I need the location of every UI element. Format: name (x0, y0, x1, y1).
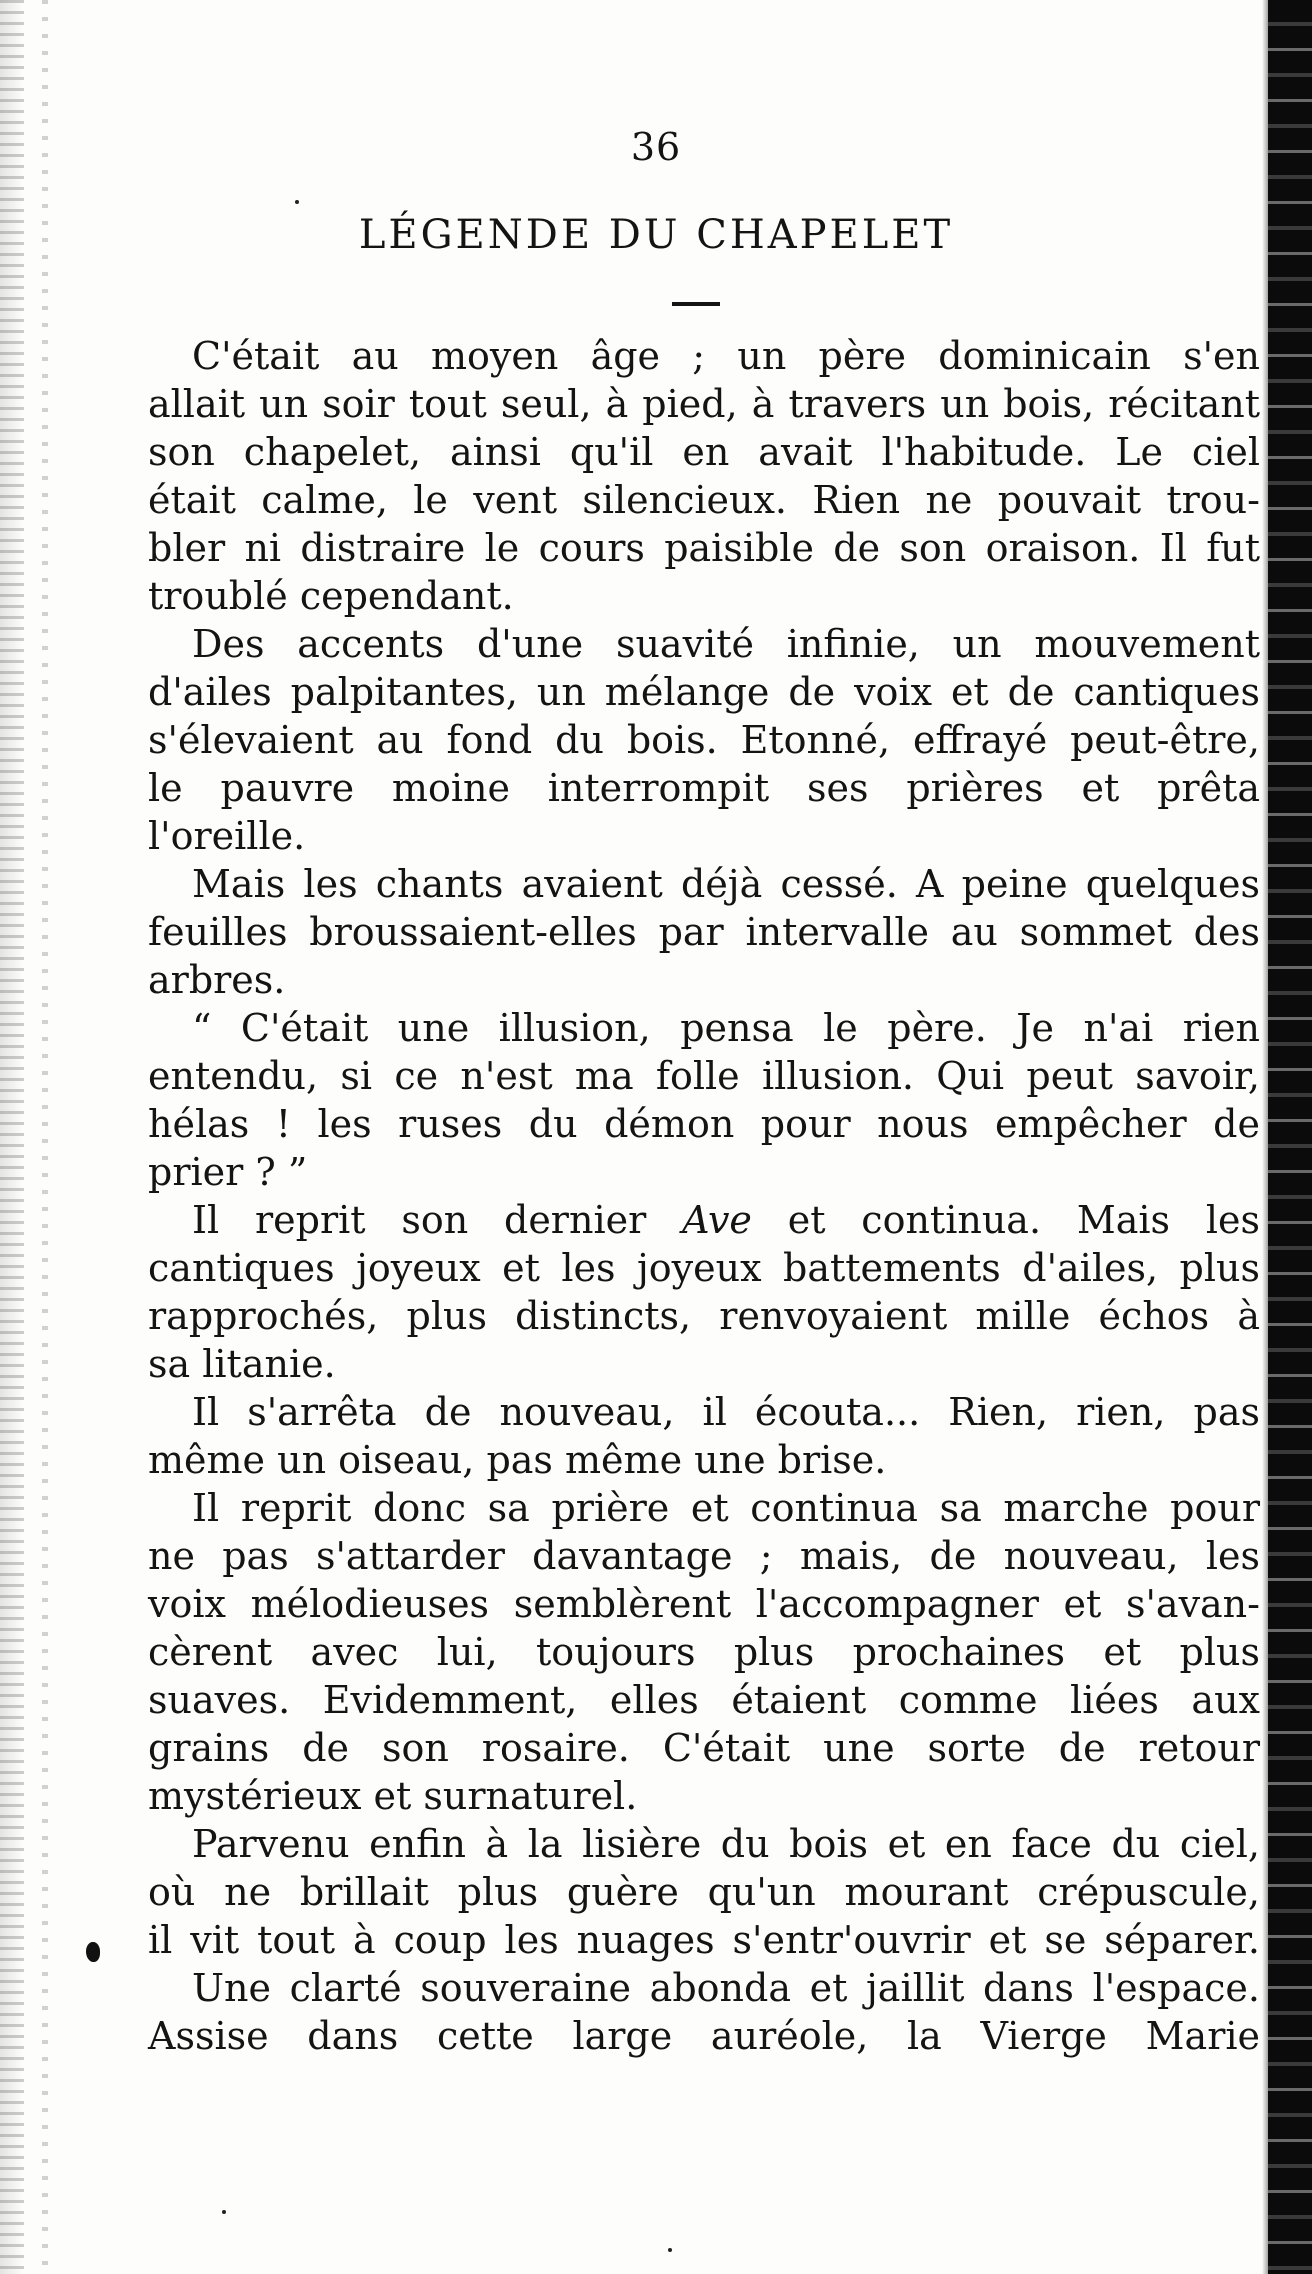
text-line: Mais les chants avaient déjà cessé. A peine quelques (192, 862, 1260, 906)
binding-shadow-left-inner (42, 0, 48, 2274)
text-line: Il reprit son dernier Ave et continua. Mais les (192, 1198, 1260, 1242)
ink-blot (86, 1942, 100, 1962)
text-line: était calme, le vent silencieux. Rien ne pouvait trou- (148, 478, 1260, 522)
text-line: Parvenu enfin à la lisière du bois et en face du ciel, (192, 1822, 1260, 1866)
text-line: grains de son rosaire. C'était une sorte de retour (148, 1726, 1260, 1770)
text-line: le pauvre moine interrompit ses prières et prêta (148, 766, 1260, 810)
text-line: Des accents d'une suavité infinie, un mouvement (192, 622, 1260, 666)
text-line: s'élevaient au fond du bois. Etonné, effrayé peut-être, (148, 718, 1260, 762)
binding-shadow-left (0, 0, 24, 2274)
text-line: feuilles broussaient-elles par intervalle au sommet des (148, 910, 1260, 954)
page-number: 36 (630, 125, 682, 169)
title-rule (672, 302, 720, 306)
ink-speck (222, 2210, 226, 2214)
text-line: cantiques joyeux et les joyeux battements d'ailes, plus (148, 1246, 1260, 1290)
text-line: sa litanie. (148, 1342, 336, 1386)
text-line: Il reprit donc sa prière et continua sa marche pour (192, 1486, 1260, 1530)
ink-speck (668, 2248, 672, 2252)
text-line: l'oreille. (148, 814, 306, 858)
text-line: cèrent avec lui, toujours plus prochaines et plus (148, 1630, 1260, 1674)
text-line: prier ? ” (148, 1150, 308, 1194)
binding-edge-right (1268, 0, 1312, 2274)
text-line: mystérieux et surnaturel. (148, 1774, 638, 1818)
text-line: C'était au moyen âge ; un père dominicain s'en (192, 334, 1260, 378)
text-line: allait un soir tout seul, à pied, à travers un bois, récitant (148, 382, 1260, 426)
chapter-title: LÉGENDE DU CHAPELET (358, 212, 954, 258)
text-line: ne pas s'attarder davantage ; mais, de nouveau, les (148, 1534, 1260, 1578)
text-line: troublé cependant. (148, 574, 514, 618)
text-line: voix mélodieuses semblèrent l'accompagner et s'avan- (148, 1582, 1260, 1626)
text-line: suaves. Evidemment, elles étaient comme liées aux (148, 1678, 1260, 1722)
text-line: bler ni distraire le cours paisible de son oraison. Il fut (148, 526, 1260, 570)
text-line: arbres. (148, 958, 286, 1002)
text-line: d'ailes palpitantes, un mélange de voix et de cantiques (148, 670, 1260, 714)
text-line: “ C'était une illusion, pensa le père. Je n'ai rien (192, 1006, 1260, 1050)
text-line: son chapelet, ainsi qu'il en avait l'habitude. Le ciel (148, 430, 1260, 474)
text-line: il vit tout à coup les nuages s'entr'ouvrir et se séparer. (148, 1918, 1260, 1962)
text-line: où ne brillait plus guère qu'un mourant crépuscule, (148, 1870, 1260, 1914)
text-line: Assise dans cette large auréole, la Vierge Marie (148, 2014, 1260, 2058)
text-line: entendu, si ce n'est ma folle illusion. Qui peut savoir, (148, 1054, 1260, 1098)
text-line: hélas ! les ruses du démon pour nous empêcher de (148, 1102, 1260, 1146)
text-line: Une clarté souveraine abonda et jaillit dans l'espace. (192, 1966, 1260, 2010)
text-line: Il s'arrêta de nouveau, il écouta... Rien, rien, pas (192, 1390, 1260, 1434)
text-line: même un oiseau, pas même une brise. (148, 1438, 887, 1482)
body-text (148, 332, 1260, 2060)
italic-word: Ave (682, 1198, 752, 1242)
ink-speck (295, 200, 299, 204)
text-line: rapprochés, plus distincts, renvoyaient mille échos à (148, 1294, 1260, 1338)
